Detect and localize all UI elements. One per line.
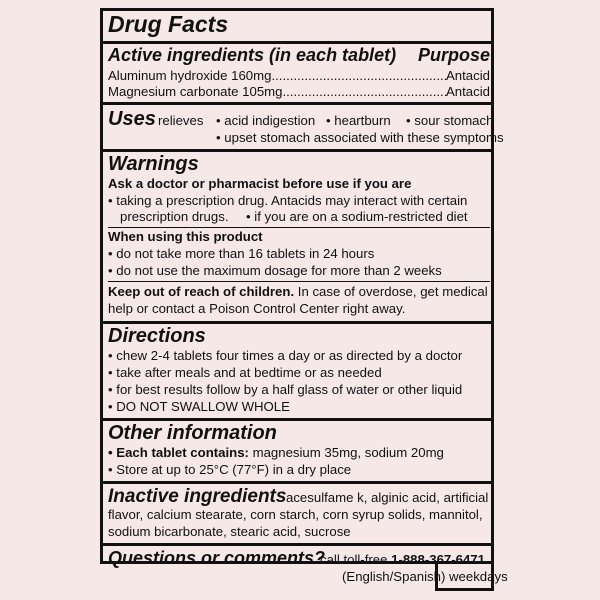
uses-item: • heartburn — [326, 113, 391, 128]
questions-note: (English/Spanish) weekdays — [342, 569, 508, 584]
ask-doctor-heading: Ask a doctor or pharmacist before use if you are — [108, 176, 412, 191]
warning-line: • if you are on a sodium-restricted diet — [246, 209, 468, 224]
ingredient-name: Magnesium carbonate 105mg — [108, 84, 283, 99]
active-rule — [100, 102, 494, 105]
other-information-heading: Other information — [108, 422, 277, 444]
uses-item: • acid indigestion — [216, 113, 316, 128]
warnings-divider — [108, 281, 490, 282]
other-info-line: • Store at up to 25°C (77°F) in a dry place — [108, 462, 352, 477]
keep-out-bold: Keep out of reach of children. — [108, 284, 295, 299]
questions-heading: Questions or comments? — [108, 548, 326, 568]
inactive-rule — [100, 543, 494, 546]
each-tablet-bold: • Each tablet contains: — [108, 445, 249, 460]
keep-out-line-2: help or contact a Poison Control Center right away. — [108, 301, 406, 316]
directions-heading: Directions — [108, 325, 206, 347]
direction-line: • chew 2-4 tablets four times a day or as directed by a doctor — [108, 348, 463, 363]
uses-heading: Uses — [108, 108, 156, 130]
warning-line: prescription drugs. — [120, 209, 229, 224]
active-ingredients-heading: Active ingredients (in each tablet) — [108, 45, 397, 65]
warning-line: • taking a prescription drug. Antacids may interact with certain — [108, 193, 468, 208]
inactive-ingredients-heading: Inactive ingredients — [108, 486, 287, 507]
dot-leader — [282, 84, 446, 100]
direction-line: • for best results follow by a half glass of water or other liquid — [108, 382, 463, 397]
other-info-line — [108, 445, 444, 461]
uses-item: • sour stomach — [406, 113, 494, 128]
ingredient-name: Aluminum hydroxide 160mg — [108, 68, 272, 83]
uses-intro: relieves — [158, 113, 204, 128]
direction-line: • DO NOT SWALLOW WHOLE — [108, 399, 290, 414]
questions-call — [320, 552, 485, 568]
keep-out-rest: In case of overdose, get medical — [294, 284, 488, 299]
dot-leader — [271, 68, 446, 84]
other-rule — [100, 481, 494, 484]
inactive-line: sodium bicarbonate, stearic acid, sucrose — [108, 524, 351, 539]
uses-item: • upset stomach associated with these symptoms — [216, 130, 504, 145]
active-ingredient-row — [108, 84, 490, 100]
warning-line: • do not use the maximum dosage for more than 2 weeks — [108, 263, 442, 278]
ingredient-purpose: Antacid — [446, 84, 490, 99]
phone-number: 1-888-367-6471 — [391, 552, 485, 567]
warnings-divider — [108, 227, 490, 228]
warning-line: • do not take more than 16 tablets in 24 hours — [108, 246, 375, 261]
active-ingredient-row — [108, 68, 490, 84]
title-rule — [100, 41, 494, 44]
direction-line: • take after meals and at bedtime or as needed — [108, 365, 382, 380]
drug-facts-panel — [100, 8, 508, 590]
warnings-heading: Warnings — [108, 153, 199, 175]
call-toll-free: call toll-free — [320, 552, 388, 567]
keep-out-of-reach — [108, 284, 488, 300]
each-tablet-rest: magnesium 35mg, sodium 20mg — [248, 445, 444, 460]
inactive-line: flavor, calcium stearate, corn starch, corn syrup solids, mannitol, — [108, 507, 483, 522]
ingredient-purpose: Antacid — [446, 68, 490, 83]
when-using-heading: When using this product — [108, 229, 263, 244]
drug-facts-title: Drug Facts — [108, 11, 229, 37]
purpose-heading: Purpose — [417, 45, 490, 65]
inactive-line: acesulfame k, alginic acid, artificial — [286, 490, 489, 505]
